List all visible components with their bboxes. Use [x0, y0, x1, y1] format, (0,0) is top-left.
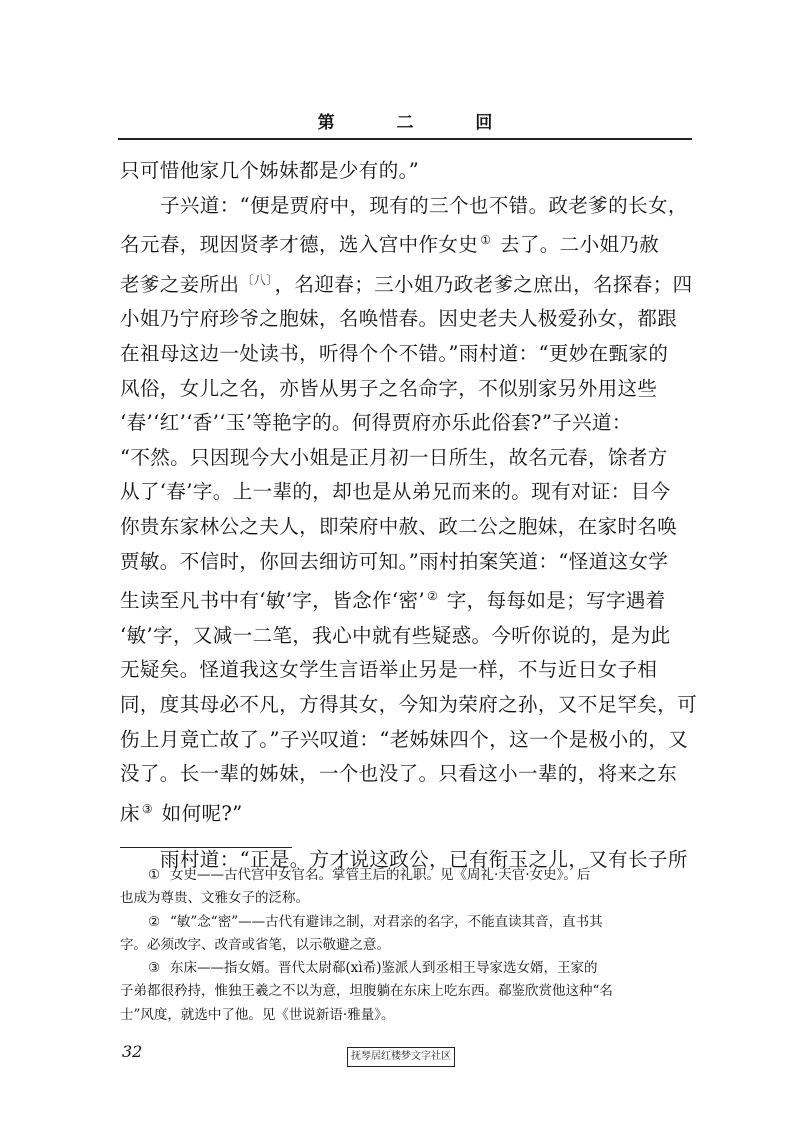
header-char: 二 [396, 113, 414, 133]
header-char: 第 [317, 113, 335, 133]
header-rule [118, 138, 692, 140]
text-line: 雨村道：“正是。方才说这政公，已有衔玉之儿，又有长子所 [160, 848, 688, 872]
footnote-marker[interactable]: ③ [141, 801, 154, 816]
text-line: 无疑矣。怪道我这女学生言语举止另是一样，不与近日女子相 [120, 658, 658, 682]
text-line: 生读至凡书中有‘敏’字，皆念作‘密’ ② 字，每每如是；写字遇着 [120, 589, 666, 613]
text-line: 小姐乃宁府珍爷之胞妹，名唤惜春。因史老夫人极爱孙女，都跟 [120, 307, 678, 331]
text-line: 伤上月竟亡故了。”子兴叹道：“老姊妹四个，这一个是极小的，又 [120, 727, 689, 751]
footnotes [120, 864, 690, 1027]
footnote-marker[interactable]: ① [480, 233, 492, 248]
annotation-marker[interactable]: 〔八〕 [241, 272, 273, 287]
text-line: 你贵东家林公之夫人，即荣府中赦、政二公之胞妹，在家时名唤 [120, 514, 678, 538]
text-line: “不然。只因现今大小姐是正月初一日所生，故名元春，馀者方 [120, 445, 668, 469]
footnote-number: ① [148, 867, 161, 883]
text-line: 只可惜他家几个姊妹都是少有的。” [120, 159, 420, 182]
footnote-3: ③ 东床——指女婿。晋代太尉郗(xì希)鉴派人到丞相王导家选女婿，王家的 子弟都很矜持，惟独王羲之不以为意，坦腹躺在东床上吃东西。郗鉴欣赏他这种“名 士”风度，就选中了他。见《世说新语·雅量》。 [120, 957, 690, 1027]
text-line: 床 ③ 如何呢?” [120, 801, 243, 825]
watermark-stamp: 抚琴居红楼梦文字社区 [347, 1047, 455, 1067]
footnote-number: ③ [148, 960, 161, 977]
footnote-1: ① 女史——古代宫中女官名。掌管王后的礼职。见《周礼·天官·女史》。后 也成为尊贵、文雅女子的泛称。 [120, 864, 690, 911]
text-line: ‘春’‘红’‘香’‘玉’等艳字的。何得贾府亦乐此俗套?”子兴道： [120, 411, 632, 435]
footnote-marker[interactable]: ② [427, 589, 439, 604]
text-line: 同，度其母必不凡，方得其女，今知为荣府之孙，又不足罕矣，可 [120, 692, 698, 716]
page-number: 32 [122, 1042, 143, 1061]
text-line: 风俗，女儿之名，亦皆从男子之名命字，不似别家另外用这些 [120, 376, 658, 400]
text-line: 在祖母这边一处读书，听得个个不错。”雨村道：“更妙在甄家的 [120, 341, 669, 365]
text-line: 子兴道：“便是贾府中，现有的三个也不错。政老爹的长女， [160, 193, 688, 217]
text-line: 老爹之妾所出 $^{〔八〕}$ ，名迎春；三小姐乃政老爹之庶出，名探春；四 [120, 272, 693, 296]
footnote-2: ② “敏”念“密”——古代有避讳之制，对君亲的名字，不能直读其音，直书其 字。必须改字、改音或省笔，以示敬避之意。 [120, 911, 690, 958]
text-line: 贾敏。不信时，你回去细访可知。”雨村拍案笑道：“怪道这女学 [120, 549, 669, 573]
text-line: 名元春，现因贤孝才德，选入宫中作女史 ① 去了。二小姐乃赦 [120, 233, 660, 257]
footnote-number: ② [148, 913, 161, 930]
header-char: 回 [475, 113, 493, 133]
chapter-header [120, 108, 690, 133]
text-line: 从了‘春’字。上一辈的，却也是从弟兄而来的。现有对证：目今 [120, 480, 671, 504]
body-text [120, 154, 698, 878]
footnote-rule [120, 847, 292, 848]
text-line: 没了。长一辈的姊妹，一个也没了。只看这小一辈的，将来之东 [120, 762, 678, 786]
text-line: ‘敏’字，又减一二笔，我心中就有些疑惑。今听你说的，是为此 [120, 623, 671, 647]
